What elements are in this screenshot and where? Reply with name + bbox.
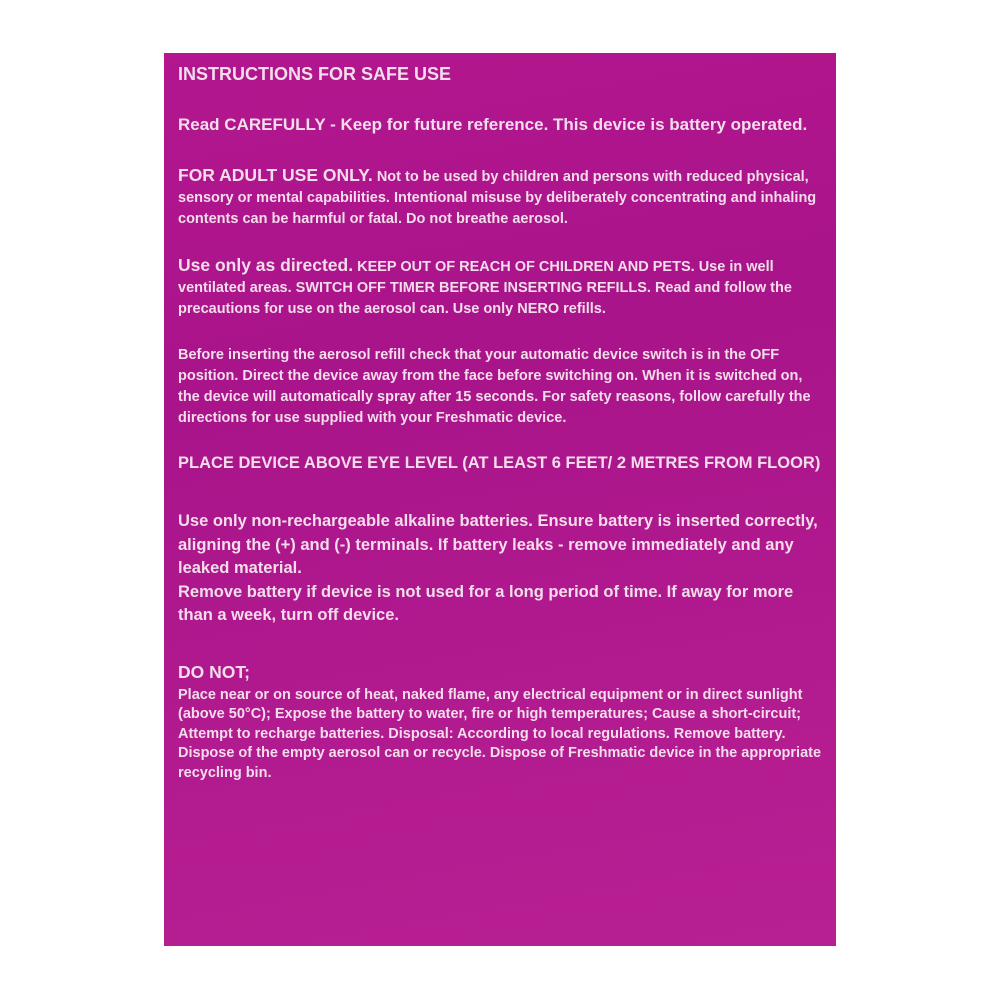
placement-paragraph: PLACE DEVICE ABOVE EYE LEVEL (AT LEAST 6 FEET/ 2 METRES FROM FLOOR) bbox=[178, 454, 821, 472]
document-title: INSTRUCTIONS FOR SAFE USE bbox=[178, 64, 452, 84]
battery-usage-text: Use only non-rechargeable alkaline batteries. Ensure battery is inserted correctly, aligning the (+) and (-) terminals. If battery leaks - remove immediately and any leaked material. bbox=[178, 512, 818, 577]
battery-removal-text: Remove battery if device is not used for a long period of time. If away for more than a week, turn off device. bbox=[178, 582, 794, 624]
read-carefully-paragraph: Read CAREFULLY - Keep for future reference. This device is battery operated. bbox=[178, 115, 808, 134]
adult-use-lead: FOR ADULT USE ONLY. bbox=[178, 165, 373, 185]
refill-instructions-paragraph: Before inserting the aerosol refill check that your automatic device switch is in the OFF position. Direct the device away from the face before switching on. When it is switched on, the device will automatically spray after 15 seconds. For safety reasons, follow carefully the directions for use supplied with your Freshmatic device. bbox=[178, 347, 811, 426]
adult-use-paragraph bbox=[178, 165, 826, 230]
battery-paragraph bbox=[178, 510, 826, 628]
use-as-directed-lead: Use only as directed. bbox=[178, 255, 354, 275]
adult-use-body: Not to be used by children and persons with reduced physical, sensory or mental capabilities. Intentional misuse by deliberately concentrating and inhaling contents can be harmful or fatal. Do not breathe aerosol. bbox=[178, 169, 817, 227]
use-as-directed-paragraph bbox=[178, 255, 826, 320]
use-as-directed-body: KEEP OUT OF REACH OF CHILDREN AND PETS. Use in well ventilated areas. SWITCH OFF TIMER BEFORE INSERTING REFILLS. Read and follow the precautions for use on the aerosol can. Use only NERO refills. bbox=[178, 259, 792, 317]
do-not-list bbox=[178, 686, 826, 784]
do-not-item-heat: Place near or on source of heat, naked flame, any electrical equipment or in direct sunlight (above 50°C); Expose the battery to water, fire or high temperatures; Cause a short-circuit; bbox=[178, 686, 803, 722]
instructions-panel bbox=[164, 53, 836, 946]
do-not-heading: DO NOT; bbox=[178, 661, 250, 682]
do-not-item-recharge: Attempt to recharge batteries. Disposal: According to local regulations. Remove battery. bbox=[178, 725, 786, 742]
do-not-item-dispose: Dispose of the empty aerosol can or recycle. Dispose of Freshmatic device in the appropriate recycling bin. bbox=[178, 745, 822, 781]
